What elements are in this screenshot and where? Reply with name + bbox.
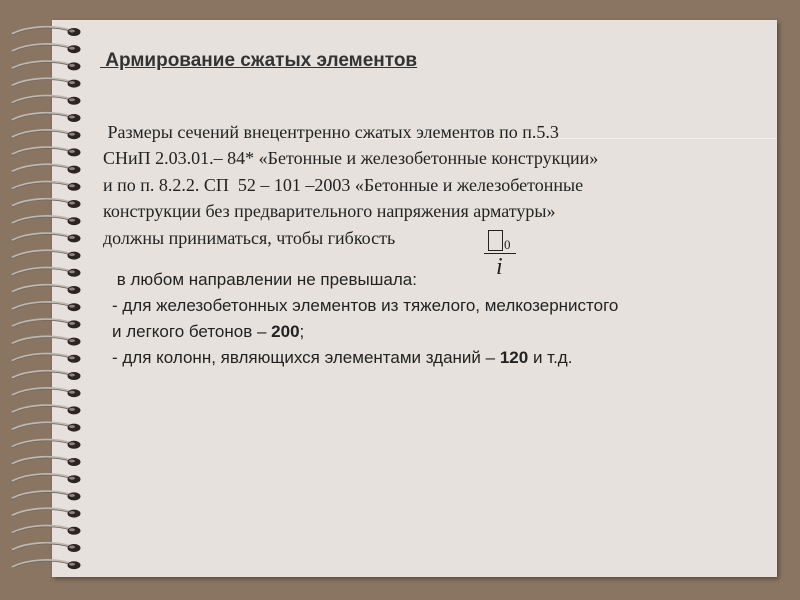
limit-value: 200	[271, 322, 300, 341]
list-item: - для железобетонных элементов из тяжелого, мелкозернистого	[112, 296, 619, 315]
binding-ring	[12, 526, 81, 535]
binding-ring	[12, 285, 81, 294]
binding-ring	[12, 371, 81, 380]
binding-ring	[12, 113, 81, 122]
binding-ring	[12, 319, 81, 328]
list-item	[112, 345, 752, 371]
list-intro: в любом направлении не превышала:	[112, 270, 417, 289]
formula-subscript: 0	[504, 237, 511, 252]
list-item-text: - для колонн, являющихся элементами зданий –	[112, 348, 500, 367]
binding-ring	[12, 543, 81, 552]
binding-ring	[12, 509, 81, 518]
list-item	[112, 319, 752, 345]
binding-ring	[12, 405, 81, 414]
binding-ring	[12, 216, 81, 225]
binding-ring	[12, 61, 81, 70]
binding-ring	[12, 199, 81, 208]
binding-ring	[12, 268, 81, 277]
spiral-binding	[8, 22, 88, 582]
binding-ring	[12, 27, 81, 36]
binding-ring	[12, 388, 81, 397]
binding-ring	[12, 96, 81, 105]
formula-denominator: i	[496, 254, 503, 280]
binding-ring	[12, 457, 81, 466]
binding-ring	[12, 474, 81, 483]
paragraph-line: должны приниматься, чтобы гибкость	[103, 227, 396, 248]
list-item-tail: ;	[299, 322, 305, 341]
paragraph-line: СНиП 2.03.01.– 84* «Бетонные и железобетонные конструкции»	[103, 148, 599, 169]
binding-ring	[12, 491, 81, 500]
binding-ring	[12, 560, 81, 569]
list-item-text: и легкого бетонов –	[112, 322, 272, 341]
binding-ring	[12, 354, 81, 363]
binding-ring	[12, 79, 81, 88]
binding-ring	[12, 440, 81, 449]
binding-ring	[12, 251, 81, 260]
paragraph-line: конструкции без предварительного напряжения арматуры»	[103, 201, 556, 222]
paragraph-line: и по п. 8.2.2. СП 52 – 101 –2003 «Бетонные и железобетонные	[103, 174, 584, 195]
missing-glyph-box	[488, 230, 503, 251]
main-paragraph	[103, 119, 723, 251]
slide-title: Армирование сжатых элементов	[100, 50, 418, 71]
binding-ring	[12, 44, 81, 53]
paragraph-line: Размеры сечений внецентренно сжатых элементов по п.5.3	[103, 122, 559, 142]
binding-ring	[12, 423, 81, 432]
binding-ring	[12, 130, 81, 139]
binding-ring	[12, 233, 81, 242]
requirements-list	[112, 267, 752, 371]
binding-ring	[12, 165, 81, 174]
binding-ring	[12, 147, 81, 156]
binding-ring	[12, 182, 81, 191]
list-item-tail: и т.д.	[528, 348, 573, 367]
limit-value: 120	[499, 348, 529, 367]
binding-ring	[12, 337, 81, 346]
binding-ring	[12, 302, 81, 311]
